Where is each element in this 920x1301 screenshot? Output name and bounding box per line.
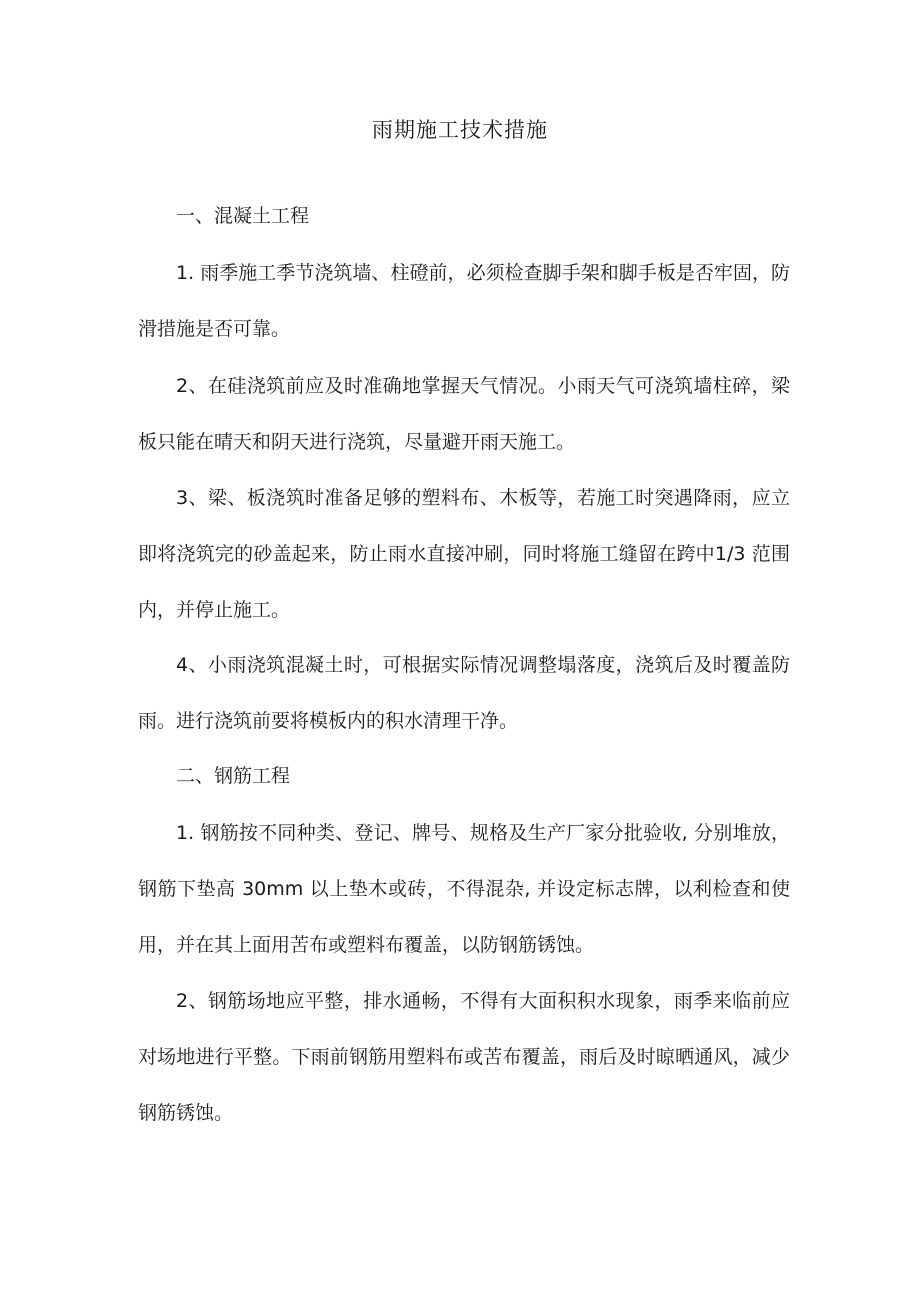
paragraph-concrete-1: 1. 雨季施工季节浇筑墙、柱磴前，必须检查脚手架和脚手板是否牢固，防滑措施是否可靠。 bbox=[138, 262, 790, 340]
paragraph-concrete-2: 2、在硅浇筑前应及时准确地掌握天气情况。小雨天气可浇筑墙柱碎，梁板只能在晴天和阴天进行浇筑，尽量避开雨天施工。 bbox=[138, 375, 790, 453]
paragraph-rebar-1: 1. 钢筋按不同种类、登记、牌号、规格及生产厂家分批验收, 分别堆放，钢筋下垫高 30mm 以上垫木或砖，不得混杂, 并设定标志牌，以利检查和使用，并在其上面用苦布或塑料布覆盖，以防钢筋锈蚀。 bbox=[138, 822, 790, 956]
paragraph-rebar-2: 2、钢筋场地应平整，排水通畅，不得有大面积积水现象，雨季来临前应对场地进行平整。下雨前钢筋用塑料布或苦布覆盖，雨后及时晾晒通风，减少钢筋锈蚀。 bbox=[138, 990, 790, 1124]
section-heading-concrete: 一、混凝土工程 bbox=[176, 205, 310, 227]
section-heading-rebar: 二、钢筋工程 bbox=[176, 765, 291, 787]
paragraph-concrete-4: 4、小雨浇筑混凝土时，可根据实际情况调整塌落度，浇筑后及时覆盖防雨。进行浇筑前要将模板内的积水清理干净。 bbox=[138, 654, 790, 732]
paragraph-concrete-3: 3、梁、板浇筑时准备足够的塑料布、木板等，若施工时突遇降雨，应立即将浇筑完的砂盖起来，防止雨水直接冲刷，同时将施工缝留在跨中1/3 范围内，并停止施工。 bbox=[138, 487, 790, 621]
document-title: 雨期施工技术措施 bbox=[372, 118, 548, 142]
